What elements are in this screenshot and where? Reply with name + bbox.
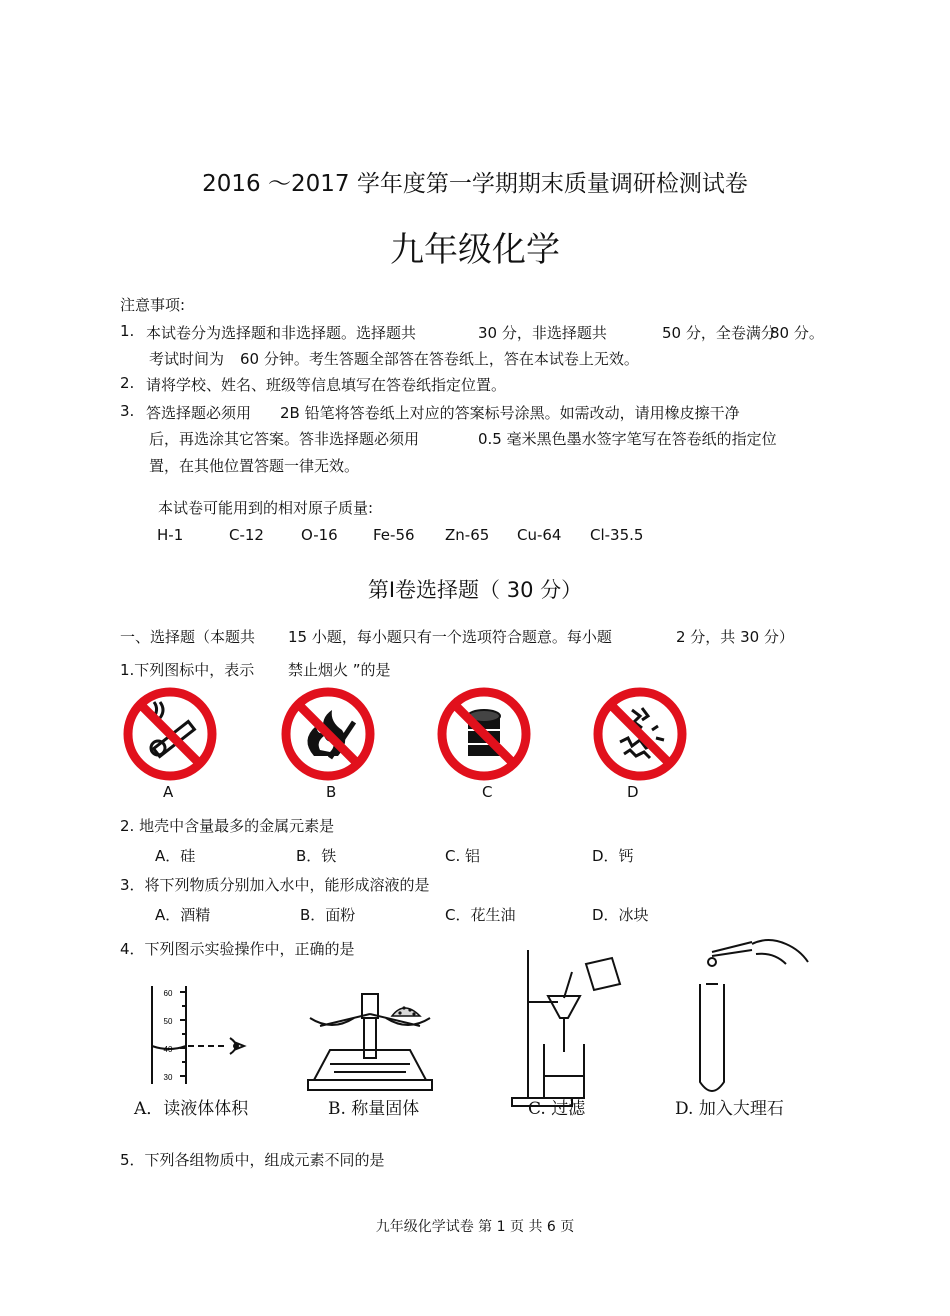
atomic-mass-c: C-12 xyxy=(229,526,264,544)
q3-stem: 3．将下列物质分别加入水中，能形成溶液的是 xyxy=(120,876,430,894)
q4-caption-d: D. 加入大理石 xyxy=(675,1099,784,1119)
no-smoking-sign-icon xyxy=(122,686,218,782)
no-flammable-barrel-sign-icon xyxy=(436,686,532,782)
notice-item-1-text-b: 30 分，非选择题共 xyxy=(478,324,607,342)
filtration-illustration xyxy=(500,944,630,1114)
q4-caption-c: C. 过滤 xyxy=(528,1099,586,1119)
notice-item-1-text-c: 50 分，全卷满分 xyxy=(662,324,776,342)
atomic-mass-zn: Zn-65 xyxy=(445,526,490,544)
q1-label-a: A xyxy=(163,783,174,801)
notice-item-1-text-a: 本试卷分为选择题和非选择题。选择题共 xyxy=(146,324,417,342)
q3-option-a: A．酒精 xyxy=(155,906,211,924)
cylinder-tick-30: 30 xyxy=(163,1073,173,1082)
q4-caption-a: A．读液体体积 xyxy=(134,1099,249,1119)
q5-stem: 5．下列各组物质中，组成元素不同的是 xyxy=(120,1151,385,1169)
notice-item-3-text-c: 后，再选涂其它答案。答非选择题必须用 xyxy=(149,430,420,448)
q4-caption-b: B. 称量固体 xyxy=(328,1099,420,1119)
q3-option-d: D．冰块 xyxy=(592,906,649,924)
exam-title: 2016 ～2017 学年度第一学期期末质量调研检测试卷 xyxy=(202,171,748,197)
q2-option-a: A．硅 xyxy=(155,847,196,865)
q3-option-b: B．面粉 xyxy=(300,906,356,924)
cylinder-tick-60: 60 xyxy=(163,989,173,998)
atomic-mass-o: O-16 xyxy=(301,526,338,544)
section-instruction-c: 2 分，共 30 分） xyxy=(676,628,794,646)
section-instruction-a: 一、选择题（本题共 xyxy=(120,628,256,646)
cylinder-tick-50: 50 xyxy=(163,1017,173,1026)
q1-label-c: C xyxy=(482,783,493,801)
notice-item-1-text-d: 80 分。 xyxy=(770,324,824,342)
q2-option-c: C. 铝 xyxy=(445,847,481,865)
notice-item-2-num: 2. xyxy=(120,374,135,392)
notice-item-1-text-f: 60 分钟。考生答题全部答在答卷纸上，答在本试卷上无效。 xyxy=(240,350,639,368)
section-instruction-b: 15 小题，每小题只有一个选项符合题意。每小题 xyxy=(288,628,612,646)
atomic-mass-cu: Cu-64 xyxy=(517,526,562,544)
q1-label-d: D xyxy=(627,783,639,801)
cylinder-tick-40: 40 xyxy=(163,1045,173,1054)
atomic-mass-fe: Fe-56 xyxy=(373,526,415,544)
notice-item-3-text-b: 2B 铅笔将答卷纸上对应的答案标号涂黑。如需改动，请用橡皮擦干净 xyxy=(280,404,740,422)
atomic-mass-cl: Cl-35.5 xyxy=(590,526,644,544)
notice-item-1-text-e: 考试时间为 xyxy=(149,350,225,368)
section-title: 第Ⅰ卷选择题（ 30 分） xyxy=(367,578,583,602)
atomic-mass-h: H-1 xyxy=(157,526,184,544)
q1-stem-a: 1.下列图标中，表示 xyxy=(120,661,255,679)
q2-stem: 2. 地壳中含量最多的金属元素是 xyxy=(120,817,335,835)
notice-heading: 注意事项: xyxy=(120,296,186,314)
q4-stem: 4．下列图示实验操作中，正确的是 xyxy=(120,940,355,958)
notice-item-3-text-d: 0.5 毫米黑色墨水签字笔写在答卷纸的指定位 xyxy=(478,430,777,448)
q3-option-c: C．花生油 xyxy=(445,906,516,924)
q2-option-b: B．铁 xyxy=(296,847,337,865)
notice-item-1-num: 1. xyxy=(120,322,135,340)
page-footer: 九年级化学试卷 第 1 页 共 6 页 xyxy=(375,1219,575,1235)
notice-item-3-num: 3. xyxy=(120,402,135,420)
subject-title: 九年级化学 xyxy=(390,230,560,270)
notice-item-2-text: 请将学校、姓名、班级等信息填写在答卷纸指定位置。 xyxy=(146,376,507,394)
notice-item-3-text-e: 置，在其他位置答题一律无效。 xyxy=(149,457,360,475)
q1-stem-b: 禁止烟火 ”的是 xyxy=(288,661,391,679)
add-marble-test-tube-illustration xyxy=(670,934,815,1114)
q1-label-b: B xyxy=(326,783,337,801)
atomic-mass-intro: 本试卷可能用到的相对原子质量: xyxy=(158,499,374,517)
no-fireworks-sign-icon xyxy=(592,686,688,782)
notice-item-3-text-a: 答选择题必须用 xyxy=(146,404,252,422)
no-open-flame-sign-icon xyxy=(280,686,376,782)
q2-option-d: D．钙 xyxy=(592,847,634,865)
